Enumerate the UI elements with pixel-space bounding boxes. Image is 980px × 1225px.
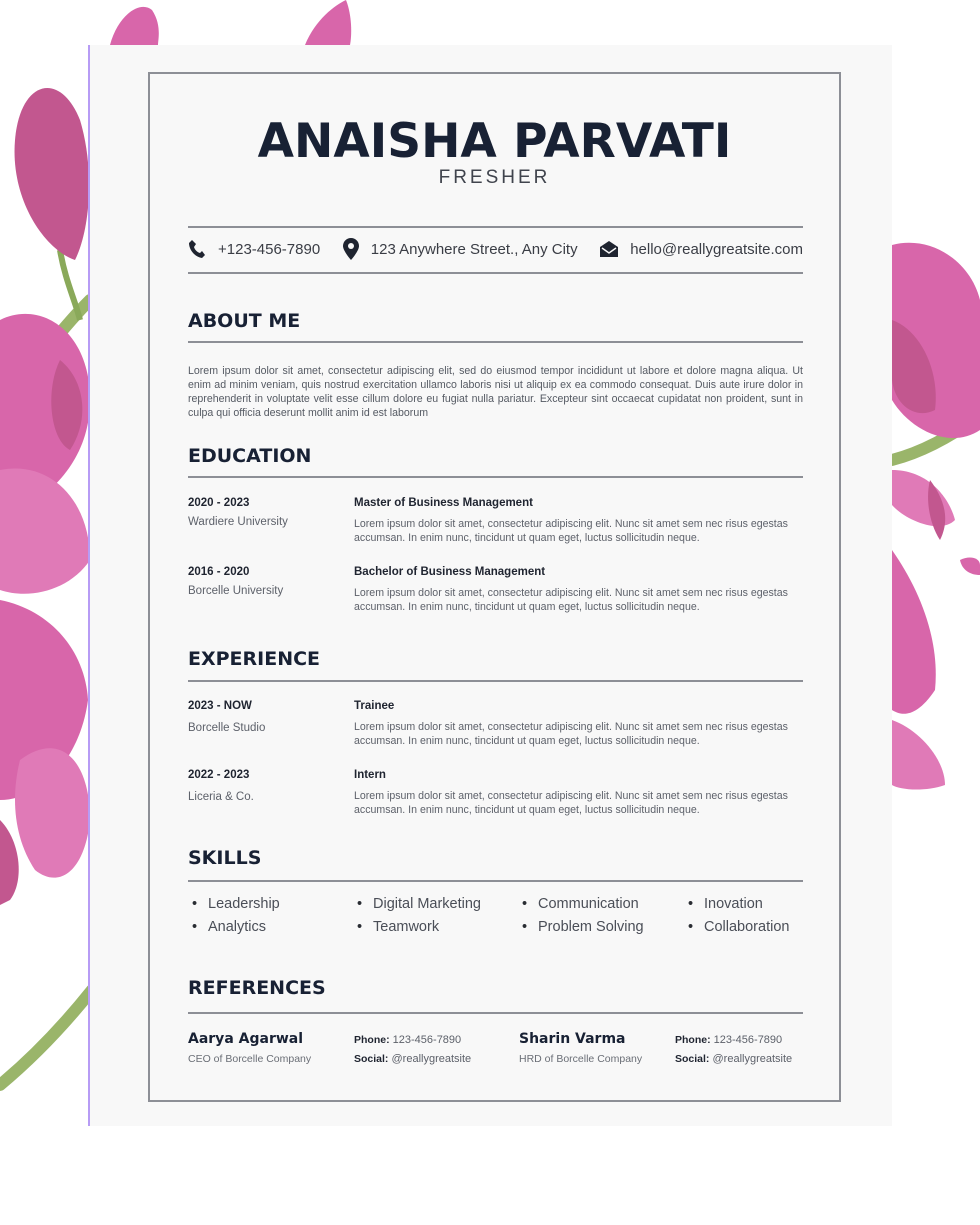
divider [188,341,803,343]
divider [188,880,803,882]
reference-social [354,1053,471,1065]
education-description: Lorem ipsum dolor sit amet, consectetur adipiscing elit. Nunc sit amet sem nec risus egestas accumsan. In enim nunc, tincidunt ut quam eget, luctus sollicitudin neque. [354,587,788,613]
experience-description: Lorem ipsum dolor sit amet, consectetur adipiscing elit. Nunc sit amet sem nec risus egestas accumsan. In enim nunc, tincidunt ut quam eget, luctus sollicitudin neque. [354,721,788,747]
divider [188,226,803,228]
education-degree: Bachelor of Business Management [354,566,546,578]
divider [188,476,803,478]
reference-phone-value: 123-456-7890 [713,1034,783,1046]
experience-date: 2022 - 2023 [188,769,250,781]
skill-item: • Collaboration [688,919,789,935]
skill-item: • Inovation [688,896,763,912]
skill-item: • Digital Marketing [357,896,481,912]
experience-title: EXPERIENCE [188,648,321,670]
experience-description: Lorem ipsum dolor sit amet, consectetur adipiscing elit. Nunc sit amet sem nec risus egestas accumsan. In enim nunc, tincidunt ut quam eget, luctus sollicitudin neque. [354,790,788,816]
envelope-icon [600,241,618,257]
skill-item: • Communication [522,896,639,912]
phone-label: Phone: [675,1034,711,1046]
reference-social [675,1053,792,1065]
contact-row [188,237,803,261]
map-pin-icon [343,238,359,260]
email-text: hello@reallygreatsite.com [630,240,803,258]
education-description: Lorem ipsum dolor sit amet, consectetur adipiscing elit. Nunc sit amet sem nec risus egestas accumsan. In enim nunc, tincidunt ut quam eget, luctus sollicitudin neque. [354,518,788,544]
education-date: 2016 - 2020 [188,566,250,578]
resume-page [88,45,892,1126]
education-date: 2020 - 2023 [188,497,250,509]
reference-phone [675,1034,782,1046]
candidate-name: ANAISHA PARVATI [257,114,732,169]
about-title: ABOUT ME [188,310,301,332]
skill-item: • Leadership [192,896,280,912]
skills-list [192,896,807,944]
reference-role: CEO of Borcelle Company [188,1053,312,1065]
reference-name: Aarya Agarwal [188,1031,304,1047]
experience-role: Intern [354,769,386,781]
skill-item: • Analytics [192,919,266,935]
contact-phone[interactable] [188,239,320,259]
education-school: Wardiere University [188,516,288,528]
experience-company: Liceria & Co. [188,791,254,803]
social-label: Social: [675,1053,710,1065]
about-text: Lorem ipsum dolor sit amet, consectetur adipiscing elit, sed do eiusmod tempor incididunt ut labore et dolore magna aliqua. Ut enim ad minim veniam, quis nostrud exercitation ullamco laboris nisi ut aliquip ex ea commodo consequat. Duis aute irure dolor in reprehenderit in voluptate velit esse cillum dolore eu fugiat nulla pariatur. Excepteur sint occaecat cupidatat non proident, sunt in culpa qui officia deserunt mollit anim id est laborum [188,365,803,419]
phone-icon [188,239,206,259]
education-title: EDUCATION [188,445,312,467]
social-label: Social: [354,1053,389,1065]
skill-item: • Teamwork [357,919,439,935]
reference-role: HRD of Borcelle Company [519,1053,643,1065]
skill-item: • Problem Solving [522,919,644,935]
reference-phone-value: 123-456-7890 [392,1034,462,1046]
reference-social-value: @reallygreatsite [391,1053,472,1065]
experience-company: Borcelle Studio [188,722,266,734]
resume-frame [148,72,841,1102]
skills-title: SKILLS [188,847,262,869]
phone-label: Phone: [354,1034,390,1046]
reference-phone [354,1034,461,1046]
phone-text: +123-456-7890 [218,240,321,258]
experience-date: 2023 - NOW [188,700,252,712]
address-text: 123 Anywhere Street., Any City [370,240,578,258]
contact-address [343,238,578,260]
reference-social-value: @reallygreatsite [712,1053,793,1065]
education-degree: Master of Business Management [354,497,533,509]
divider [188,680,803,682]
references-title: REFERENCES [188,977,326,999]
experience-role: Trainee [354,700,395,712]
contact-email[interactable] [600,241,803,258]
reference-name: Sharin Varma [519,1031,626,1047]
education-school: Borcelle University [188,585,284,597]
divider [188,272,803,274]
candidate-role: FRESHER [438,167,551,188]
divider [188,1012,803,1014]
